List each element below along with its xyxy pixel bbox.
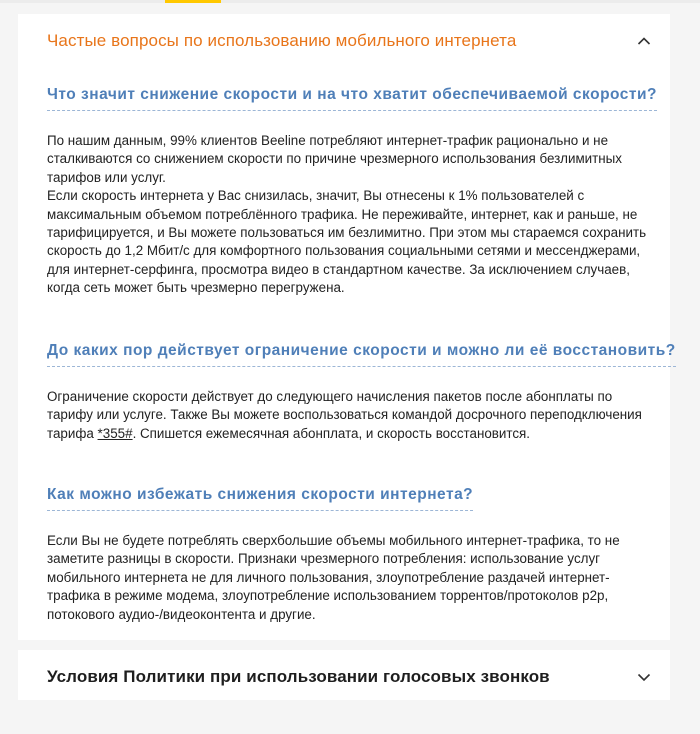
faq-accordion-header[interactable] <box>47 28 652 54</box>
answer-paragraph: Если Вы не будете потреблять сверхбольшие объемы мобильного интернет-трафика, то не заметите разницы в скорости. Признаки чрезмерного потребления: использование услуг мобильного интернета не для личного пользования, злоупотребление раздачей интернет-трафика в режиме модема, злоупотребление использованием торрентов/протоколов p2p, потокового аудио-/видеоконтента и другие. <box>47 533 620 622</box>
policy-section-title: Условия Политики при использовании голосовых звонков <box>47 667 550 686</box>
faq-accordion-expanded <box>18 14 676 640</box>
active-tab-indicator <box>165 0 221 3</box>
policy-accordion-header[interactable] <box>47 664 652 690</box>
answer-paragraph: Ограничение скорости действует до следующего начисления пакетов после абонплаты по тарифу или услуге. Также Вы можете воспользоваться командой досрочного переподключения тарифа *355#. Спишется ежемесячная абонплата, и скорость восстановится. <box>47 389 642 441</box>
faq-answer-avoid-reduction <box>47 532 647 624</box>
answer-paragraph: По нашим данным, 99% клиентов Beeline потребляют интернет-трафик рационально и не сталкиваются со снижением скорости по причине чрезмерного использования безлимитных тарифов или услуг. <box>47 133 622 185</box>
faq-question-restriction-duration: До каких пор действует ограничение скорости и можно ли её восстановить? <box>47 342 676 367</box>
top-divider <box>0 0 700 3</box>
chevron-up-icon[interactable] <box>636 33 652 49</box>
faq-question-speed-reduction: Что значит снижение скорости и на что хватит обеспечиваемой скорости? <box>47 86 657 111</box>
policy-accordion-collapsed <box>18 650 670 700</box>
ussd-command-link[interactable]: *355# <box>97 425 133 441</box>
faq-section-title: Частые вопросы по использованию мобильного интернета <box>47 31 517 50</box>
faq-answer-restriction-duration <box>47 388 647 443</box>
faq-question-avoid-reduction: Как можно избежать снижения скорости интернета? <box>47 486 473 511</box>
faq-answer-speed-reduction <box>47 132 647 298</box>
answer-paragraph: Если скорость интернета у Вас снизилась, значит, Вы отнесены к 1% пользователей с максимальным объемом потреблённого трафика. Не переживайте, интернет, как и раньше, не тарифицируется, и Вы можете пользоваться им безлимитно. При этом мы стараемся сохранить скорость до 1,2 Мбит/с для комфортного пользования социальными сетями и мессенджерами, для интернет-серфинга, просмотра видео в стандартном качестве. За исключением случаев, когда сеть может быть чрезмерно перегружена. <box>47 188 647 296</box>
chevron-down-icon[interactable] <box>636 669 652 685</box>
